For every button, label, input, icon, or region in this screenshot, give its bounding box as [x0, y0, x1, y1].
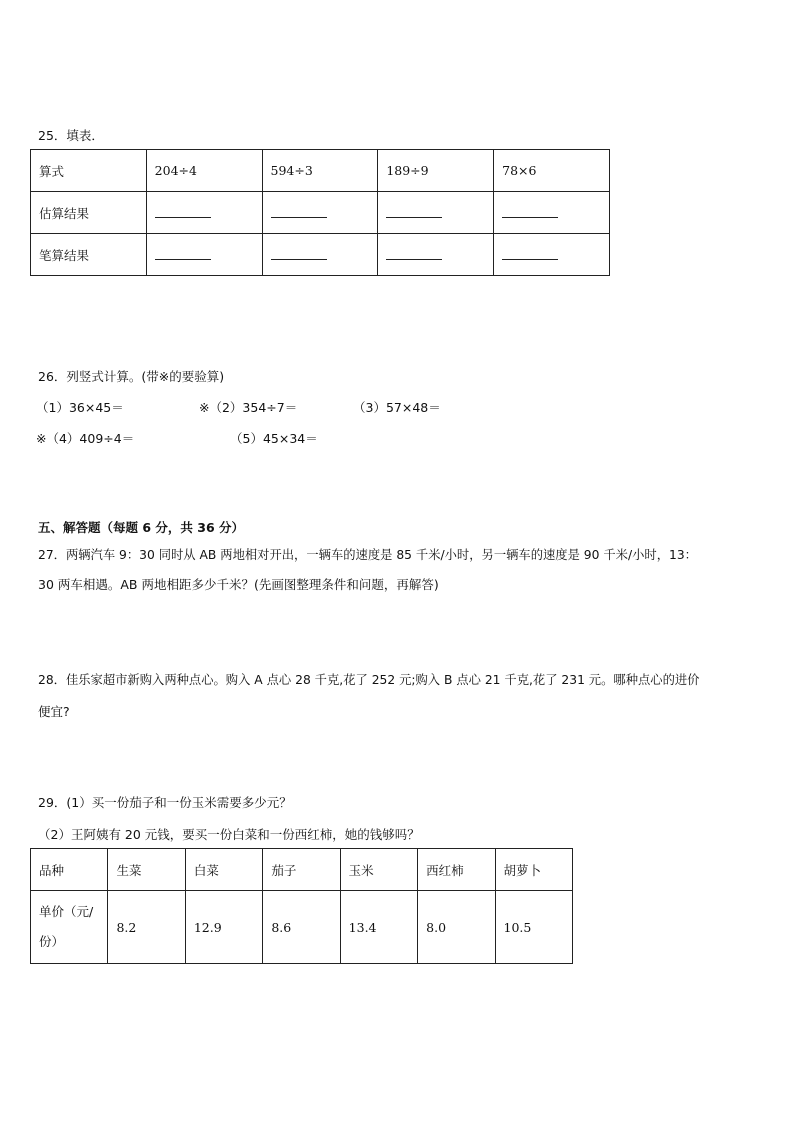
table-header-cell: 白菜: [185, 849, 262, 891]
table-header-cell: 胡萝卜: [495, 849, 573, 891]
answer-blank[interactable]: [386, 247, 442, 260]
row-label: [31, 891, 108, 964]
answer-blank-cell[interactable]: [262, 192, 378, 234]
q29-line-2: （2）王阿姨有 20 元钱，要买一份白菜和一份西红柿，她的钱够吗？: [38, 827, 420, 842]
answer-blank-cell[interactable]: [146, 192, 262, 234]
price-cell: 8.0: [418, 891, 495, 964]
answer-blank-cell[interactable]: [378, 234, 494, 276]
q26-item-1: （1）36×45＝: [36, 400, 124, 415]
table-header-cell: 204÷4: [146, 150, 262, 192]
price-label-line-1: 单价（元/: [39, 904, 94, 919]
q27-line-1: 27．两辆汽车 9：30 同时从 AB 两地相对开出，一辆车的速度是 85 千米/小时，另一辆车的速度是 90 千米/小时，13：: [38, 548, 697, 562]
q26-item-2: ※（2）354÷7＝: [199, 400, 298, 415]
table-header-cell: 算式: [31, 150, 147, 192]
table-header-cell: 西红柿: [418, 849, 495, 891]
q28-line-2: 便宜?: [38, 704, 70, 719]
q28-line-1: 28．佳乐家超市新购入两种点心。购入 A 点心 28 千克,花了 252 元;购入 B 点心 21 千克,花了 231 元。哪种点心的进价: [38, 673, 700, 687]
answer-blank[interactable]: [155, 247, 211, 260]
q26-item-4: ※（4）409÷4＝: [36, 431, 135, 446]
table-header-cell: 594÷3: [262, 150, 378, 192]
price-label-line-2: 份）: [39, 934, 65, 949]
q25-title: 25．填表．: [38, 128, 104, 143]
q29-price-table: [30, 848, 573, 964]
table-header-cell: 生菜: [108, 849, 185, 891]
answer-blank[interactable]: [386, 205, 442, 218]
answer-blank-cell[interactable]: [146, 234, 262, 276]
q26-title: 26．列竖式计算。(带※的要验算): [38, 369, 225, 384]
answer-blank-cell[interactable]: [494, 192, 610, 234]
answer-blank[interactable]: [502, 247, 558, 260]
q29-line-1: 29．(1）买一份茄子和一份玉米需要多少元？: [38, 795, 292, 810]
table-header-cell: 品种: [31, 849, 108, 891]
section-title: 五、解答题（每题 6 分，共 36 分）: [38, 520, 245, 535]
table-row: [31, 849, 573, 891]
table-row: [31, 192, 610, 234]
price-cell: 8.2: [108, 891, 185, 964]
price-cell: 13.4: [340, 891, 417, 964]
table-header-cell: 189÷9: [378, 150, 494, 192]
table-header-cell: 玉米: [340, 849, 417, 891]
table-row: [31, 234, 610, 276]
q26-item-3: （3）57×48＝: [353, 400, 441, 415]
table-header-cell: 78×6: [494, 150, 610, 192]
answer-blank[interactable]: [155, 205, 211, 218]
table-header-cell: 茄子: [263, 849, 340, 891]
answer-blank[interactable]: [271, 205, 327, 218]
table-row: [31, 150, 610, 192]
answer-blank-cell[interactable]: [262, 234, 378, 276]
answer-blank-cell[interactable]: [494, 234, 610, 276]
table-row: [31, 891, 573, 964]
answer-blank-cell[interactable]: [378, 192, 494, 234]
answer-blank[interactable]: [502, 205, 558, 218]
price-cell: 10.5: [495, 891, 573, 964]
q26-item-5: （5）45×34＝: [230, 431, 318, 446]
q27-line-2: 30 两车相遇。AB 两地相距多少千米？(先画图整理条件和问题，再解答): [38, 577, 439, 592]
row-label: 估算结果: [31, 192, 147, 234]
price-cell: 12.9: [185, 891, 262, 964]
price-cell: 8.6: [263, 891, 340, 964]
row-label: 笔算结果: [31, 234, 147, 276]
q25-table: [30, 149, 610, 276]
answer-blank[interactable]: [271, 247, 327, 260]
